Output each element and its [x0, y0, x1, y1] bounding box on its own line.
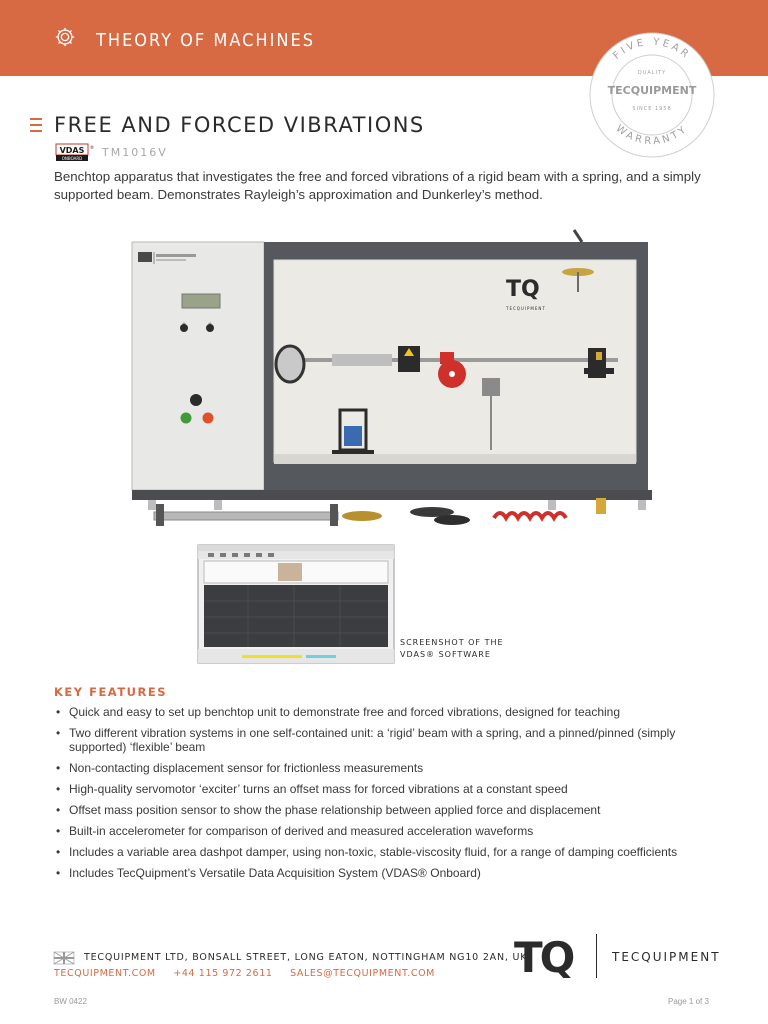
list-item: • Includes TecQuipment’s Versatile Data Acquisition System (VDAS® Onboard) [54, 866, 714, 880]
warranty-seal [587, 30, 717, 160]
key-features-heading: KEY FEATURES [54, 685, 167, 699]
software-caption: SCREENSHOT OF THE VDAS® SOFTWARE [400, 638, 504, 659]
svg-text:®: ® [90, 145, 94, 150]
seal-bottom-arc: WARRANTY [613, 123, 691, 148]
document-code: BW 0422 [54, 997, 87, 1006]
title-bars-icon [30, 118, 42, 133]
contact-line [54, 968, 449, 979]
footer-divider [596, 934, 597, 978]
model-code: TM1016V [102, 146, 168, 159]
category-title: THEORY OF MACHINES [96, 30, 315, 51]
page-number: Page 1 of 3 [668, 997, 709, 1006]
list-item: • Quick and easy to set up benchtop unit to demonstrate free and forced vibrations, designed for teaching [54, 705, 714, 719]
apparatus-image [118, 228, 678, 530]
key-features-list [54, 705, 714, 887]
list-item: • Built-in accelerometer for comparison of derived and measured acceleration waveforms [54, 824, 714, 838]
svg-text:TQ: TQ [514, 933, 573, 982]
phone-number: +44 115 972 2611 [173, 968, 273, 979]
list-item: • Includes a variable area dashpot damper, using non-toxic, stable-viscosity fluid, for a range of damping coefficients [54, 845, 714, 859]
uk-flag-icon [54, 952, 74, 964]
seal-top-arc: FIVE YEAR [611, 36, 693, 62]
seal-quality: QUALITY [637, 70, 667, 76]
email-link[interactable]: SALES@TECQUIPMENT.COM [290, 968, 435, 979]
footer-brand-name: TECQUIPMENT [612, 950, 721, 964]
seal-since: SINCE 1958 [632, 106, 672, 112]
tq-logo [514, 932, 584, 980]
list-item: • Non-contacting displacement sensor for frictionless measurements [54, 761, 714, 775]
svg-text:ONBOARD: ONBOARD [61, 156, 83, 161]
list-item: • Two different vibration systems in one self-contained unit: a ‘rigid’ beam with a spring, and a pinned/pinned (simply supported) ‘flexible’ beam [54, 726, 714, 754]
intro-paragraph: Benchtop apparatus that investigates the free and forced vibrations of a rigid beam with a spring, and a simply supported beam. Demonstrates Rayleigh’s approximation and Dunkerley’s method. [54, 169, 701, 202]
seal-brand: TECQUIPMENT [607, 84, 697, 97]
svg-text:VDAS: VDAS [59, 146, 85, 155]
list-item: • High-quality servomotor ‘exciter’ turns an offset mass for forced vibrations at a constant speed [54, 782, 714, 796]
list-item: • Offset mass position sensor to show the phase relationship between applied force and displacement [54, 803, 714, 817]
website-link[interactable]: TECQUIPMENT.COM [54, 968, 156, 979]
svg-text:TQ: TQ [506, 277, 540, 302]
page-title: FREE AND FORCED VIBRATIONS [54, 113, 425, 137]
vdas-onboard-badge [56, 144, 92, 162]
cog-icon [54, 26, 76, 48]
svg-text:TECQUIPMENT: TECQUIPMENT [506, 306, 546, 311]
company-address: TECQUIPMENT LTD, BONSALL STREET, LONG EATON, NOTTINGHAM NG10 2AN, UK [84, 952, 528, 963]
software-screenshot [198, 545, 394, 663]
